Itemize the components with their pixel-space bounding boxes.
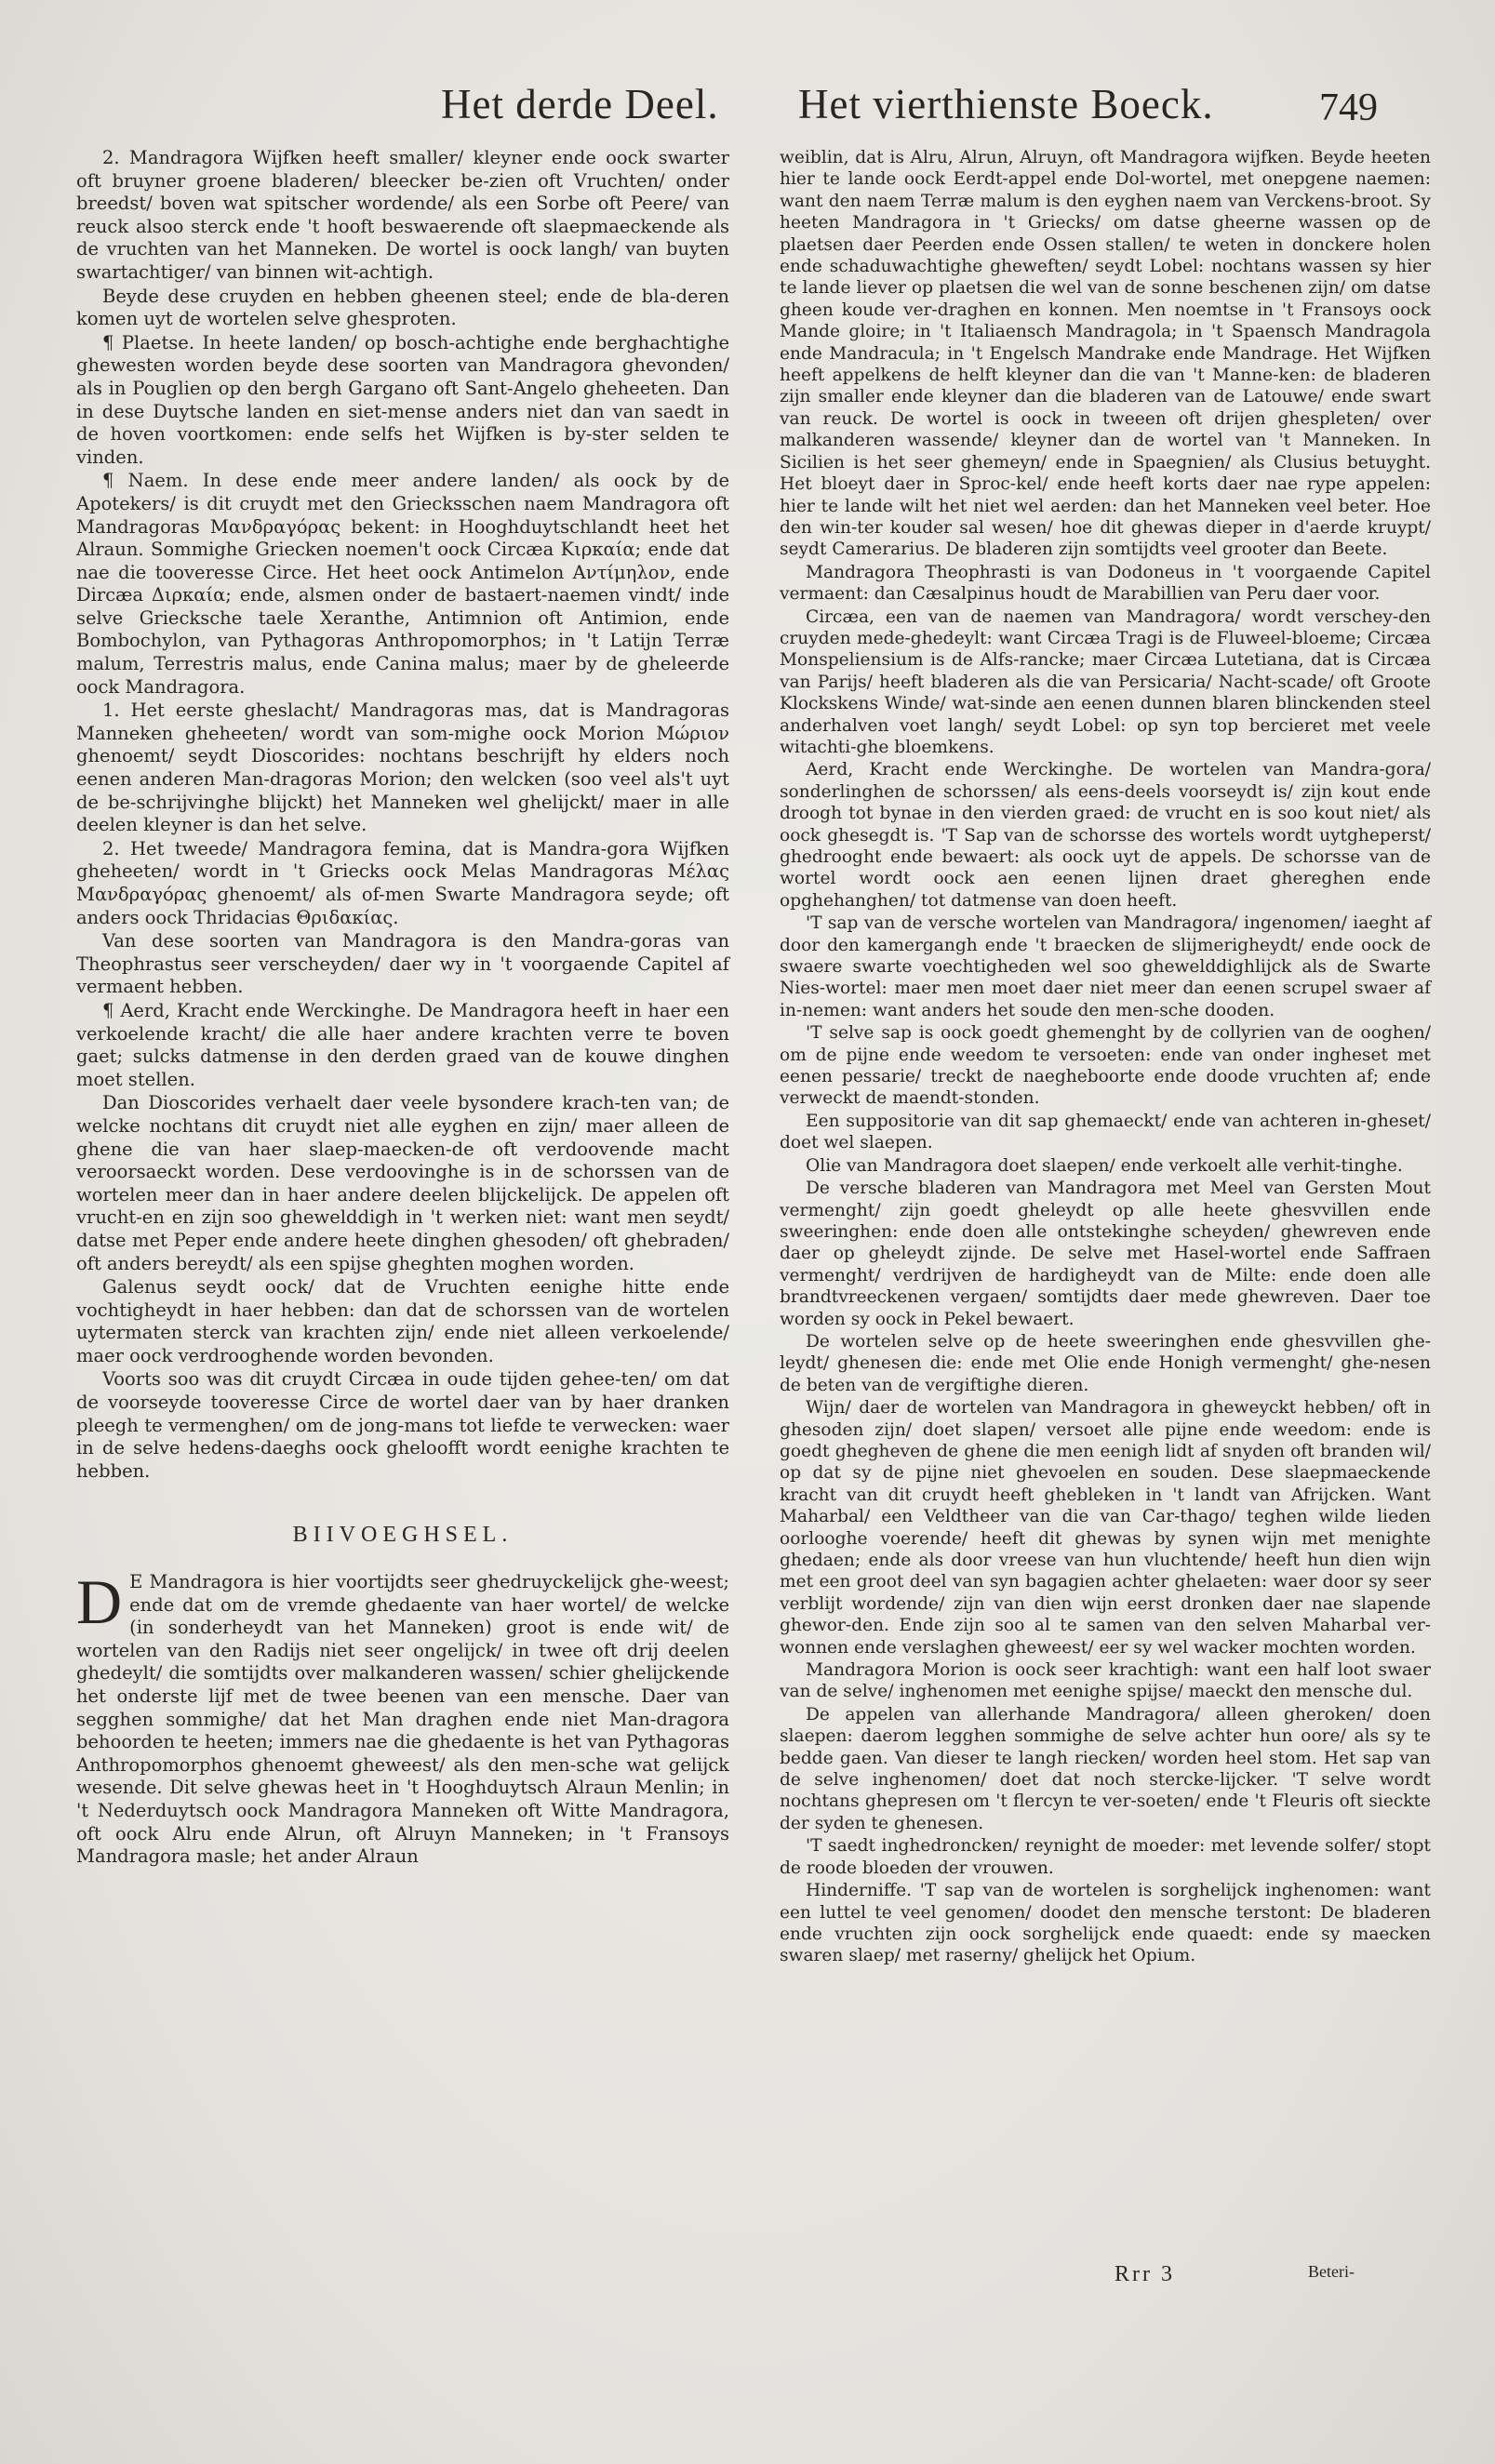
section-heading: BIIVOEGHSEL. [292, 1523, 514, 1548]
paragraph: 2. Het tweede/ Mandragora femina, dat is Mandra-gora Wijfken gheheeten/ wordt in 't Griecks oock Melas Mandragoras Μέλας Μανδραγόρας ghenoemt/ als of-men Swarte Mandragora seyde; oft anders oock Thridacias Θριδακίας. [76, 837, 729, 928]
catchword: Beteri- [1308, 2262, 1355, 2281]
paragraph: Wijn/ daer de wortelen van Mandragora in gheweyckt hebben/ oft in ghesoden zijn/ doet slapen/ versoet alle pijne ende weedom: ende is goedt ghegheven de ghene die men eenigh lidt af snyden oft branden wil/ op dat sy de pijne niet ghevoelen en souden. Dese slaepmaeckende kracht van dit cruydt heeft ghebleken in 't landt van Afrijcken. Want Maharbal/ een Veldtheer van die van Car-thago/ teghen wilde lieden oorlooghe voerende/ heeft dit ghewas by synen wijn met menighte ghedaen; ende als door vreese van hun vluchtende/ heeft hun dien wijn met een groot deel van syn bagagien achter ghelaeten: waer door sy seer verblijt wordende/ zijn van dien wijn eerst dronken daer nae slapende ghewor-den. Ende zijn soo al te samen van den selven Maharbal ver-wonnen ende verslaghen gheweest/ eer sy wel wacker mochten worden. [780, 1398, 1431, 1658]
paragraph: 1. Het eerste gheslacht/ Mandragoras mas, dat is Mandragoras Manneken gheheeten/ wordt van som-mighe oock Morion Μώριον ghenoemt/ seydt Dioscorides: nochtans beschrijft hy elders noch eenen anderen Man-dragoras Morion; den welcken (soo veel als't uyt de be-schrijvinghe blijckt) het Manneken wel ghelijckt/ maer in alle deelen kleyner is dan het selve. [76, 699, 729, 836]
addition-text: E Mandragora is hier voortijdts seer ghedruyckelijck ghe-weest; ende dat om de vremde ghedaente van haer wortel/ de welcke (in sonderheydt van het Manneken) groot is ende wit/ de wortelen van den Radijs niet seer ongelijck/ in twee oft drij deelen ghedeylt/ die somtijdts over malkanderen wassen/ schier ghelijckende het onderste lijf met de twee beenen van een mensche. Daer van segghen sommighe/ dat het Man draghen ende niet Man-dragora behoorden te heeten; immers nae die ghedaente is het van Pythagoras Anthropomorphos ghenoemt gheweest/ als den men-sche wat gelijck wesende. Dit selve ghewas heet in 't Hooghduytsch Alraun Menlin; in 't Nederduytsch oock Mandragora Manneken oft Witte Mandragora, oft oock Alru ende Alrun, oft Alruyn Manneken; in 't Fransoys Mandragora masle; het ander Alraun [76, 1571, 729, 1868]
paragraph: Van dese soorten van Mandragora is den Mandra-goras van Theophrastus seer verscheyden/ daer wy in 't voorgaende Capitel af vermaent hebben. [76, 930, 729, 998]
running-head [0, 80, 1495, 145]
paragraph: weiblin, dat is Alru, Alrun, Alruyn, oft Mandragora wijfken. Beyde heeten hier te lande oock Eerdt-appel ende Dol-wortel, met onepgene naemen: want den naem Terræ malum is den eyghen naem van Verckens-broot. Sy heeten Mandragora in 't Griecks/ om datse gheerne wassen op de plaetsen daer Peerden ende Ossen stallen/ te weten in donckere holen ende schaduwachtighe gheweften/ seydt Lobel: nochtans wassen sy hier te lande liever op plaetsen die wel van de sonne beschenen zijn/ om datse gheen koude ver-draghen en konnen. Men noemtse in 't Fransoys oock Mande gloire; in 't Italiaensch Mandragola; in 't Spaensch Mandragola ende Mandracula; in 't Engelsch Mandrake ende Mandrage. Het Wijfken heeft appelkens de helft kleyner dan die van 't Manne-ken: de bladeren zijn smaller ende kleyner dan die bladeren van de Latouwe/ ende swart van reuck. De wortel is oock in tweeen oft drijen ghespleten/ over malkanderen wassende/ kleyner dan de wortel van 't Manneken. In Sicilien is het seer ghemeyn/ ende in Spaegnien/ als Clusius betuyght. Het bloeyt daer in Sproc-kel/ ende heeft korts daer nae rype appelen: hier te lande wilt het niet wel aerden: dan het Manneken veel beter. Hoe den win-ter kouder sal wesen/ hoe dit ghewas dieper in d'aerde kruypt/ seydt Camerarius. De bladeren zijn somtijdts veel grooter dan Beete. [780, 148, 1431, 560]
paragraph: ¶ Plaetse. In heete landen/ op bosch-achtighe ende berghachtighe ghewesten worden beyde dese soorten van Mandragora ghevonden/ als in Pouglien op den bergh Gargano oft Sant-Angelo gheheeten. Dan in dese Duytsche landen en siet-mense anders niet dan van saedt in de hoven voortkomen: ende selfs het Wijfken is by-ster selden te vinden. [76, 331, 729, 468]
drop-cap: D [76, 1566, 123, 1638]
running-head-part: Het derde Deel. [441, 81, 719, 127]
paragraph: Dan Dioscorides verhaelt daer veele bysondere krach-ten van; de welcke nochtans dit cruydt niet alle eyghen en zijn/ maer alleen de ghene die van haer slaep-maecken-de oft verdoovende macht veroorsaeckt worden. Dese verdoovinghe is in de schorssen van de wortelen meer dan in haer andere deelen blijckelijck. De appelen oft vrucht-en en zijn soo ghewelddigh in 't werken niet: want men seydt/ datse met Peper ende andere heete dinghen ghesoden/ oft ghebraden/ oft anders bereydt/ als een spijse gheghten moghen worden. [76, 1092, 729, 1274]
paragraph: Circæa, een van de naemen van Mandragora/ wordt verschey-den cruyden mede-ghedeylt: want Circæa Tragi is de Fluwеel-bloeme; Circæa Monspeliensium is de Alfs-rancke; maer Circæa Lutetiana, dat is Circæa van Parijs/ heeft bladeren als die van Persicaria/ Nacht-scade/ oft Groote Klockskens Winde/ wat-sinde aen eenen dunnen blaren blinckenden steel anderhalven voet langh/ seydt Lobel: op syn top bercieret met veele witachti-ghe bloemkens. [780, 606, 1431, 757]
paragraph: 'T selve sap is oock goedt ghemenght by de collyrien van de ooghen/ om de pijne ende weedom te versoeten: ende van onder ingheset met eenen pessarie/ treckt de naegheboorte ende doode vruchten af; ende verweckt de maendt-stonden. [780, 1023, 1431, 1109]
paragraph: Voorts soo was dit cruydt Circæa in oude tijden gehee-ten/ om dat de voorseyde tooveresse Circe de wortel daer van by haer dranken pleegh te vermenghen/ om de jong-mans tot liefde te verwecken: waer in de selve hedens-daeghs oock gheloofft wordt eenighe krachten te hebben. [76, 1368, 729, 1482]
paragraph: ¶ Naem. In dese ende meer andere landen/ als oock by de Apotekers/ is dit cruydt met den Griecksschen naem Mandragora oft Mandragoras Μανδραγόρας bekent: in Hooghduytschlandt heet het Alraun. Sommighe Griecken noemen't oock Circæa Κιρκαία; ende dat nae die tooveresse Circe. Het heet oock Antimelon Αντίμηλον, ende Dircæa Διρκαία; ende, alsmen onder de bastaert-naemen vindt/ inde selve Griecksche taele Xeranthe, Antimnion oft Antimion, ende Bombochylon, van Pythagoras Anthropomorphos; in 't Latijn Terræ malum, Terrestris malus, ende Canina malus; maer by de gheleerde oock Mandragora. [76, 470, 729, 698]
paragraph: 2. Mandragora Wijfken heeft smaller/ kleyner ende oock swarter oft bruyner groene bladeren/ bleecker be-zien oft Vruchten/ onder breedst/ boven wat spitscher wordende/ als een Sorbe oft Peere/ van reuck alsoo sterck ende 't hooft beswaerende oft slaepmaeckende als de vruchten van het Manneken. De wortel is oock langh/ van buyten swartachtiger/ van binnen wit-achtigh. [76, 147, 729, 283]
paragraph: Een suppositorie van dit sap ghemaeckt/ ende van achteren in-gheset/ doet wel slaepen. [780, 1111, 1431, 1153]
paragraph: De wortelen selve op de heete sweeringhen ende ghesvvillen ghe-leydt/ ghenesen die: ende met Olie ende Honigh vermenght/ ghe-nesen de beten van de vergiftighe dieren. [780, 1331, 1431, 1395]
running-head-book: Het vierthienste Boeck. [798, 81, 1214, 127]
paragraph: 'T sap van de versche wortelen van Mandragora/ ingenomen/ iaeght af door den kamergangh ende 't braecken de slijmerigheydt/ ende oock de swaere swarte voechtigheden wel soo ghewelddighlijck als de Swarte Nies-wortel: maer men moet daer niet meer dan eenen scrupel swaer af in-nemen: want anders het soude den men-sche dooden. [780, 913, 1431, 1020]
paragraph: Mandragora Theophrasti is van Dodoneus in 't voorgaende Capitel vermaent: dan Cæsalpinus houdt de Marabillien van Peru daer voor. [780, 562, 1431, 605]
signature-mark: Rrr 3 [1115, 2262, 1175, 2286]
left-column [76, 147, 729, 1870]
paragraph: Beyde dese cruyden en hebben gheenen steel; ende de bla-deren komen uyt de wortelen selve ghesproten. [76, 285, 729, 330]
right-column [780, 147, 1431, 1968]
paragraph: Aerd, Kracht ende Werckinghe. De wortelen van Mandra-gora/ sonderlinghen de schorssen/ als eens-deels voorseydt is/ zijn kout ende droogh tot bynae in den vierden graed: de vrucht en is soo kout niet/ als oock ghesegdt is. 'T Sap van de schorsse des wortels wordt uytgheperst/ ghedrooght ende bewaert: als oock uyt de appels. De schorsse van de wortel wordt oock aen eenen lijnen draet ghereghen ende opghehanghen/ tot datmense van doen heeft. [780, 760, 1431, 911]
paragraph: Olie van Mandragora doet slaepen/ ende verkoelt alle verhit-tinghe. [806, 1155, 1403, 1176]
paragraph: Galenus seydt oock/ dat de Vruchten eenighe hitte ende vochtigheydt in haer hebben: dan dat de schorssen van de wortelen uytermaten sterck van krachten zijn/ ende niet alleen verkoelende/ maer oock verdrooghende worden bevonden. [76, 1276, 729, 1366]
paragraph: ¶ Aerd, Kracht ende Werckinghe. De Mandragora heeft in haer een verkoelende kracht/ die alle haer andere krachten verre te boven gaet; sulcks datmense in den derden graed van de kouwe dinghen moet stellen. [76, 999, 729, 1090]
paragraph: De versche bladeren van Mandragora met Meel van Gersten Mout vermenght/ zijn goedt gheleydt op alle heete ghesvvillen ende sweeringhen: ende doen alle ontstekinghe scheyden/ ghewreven ende daer op gheleydt zijnde. De selve met Hasel-wortel ende Saffraen vermenght/ verdrijven de hardigheydt van de Milte: ende doen alle brandtvreeckenen vergaen/ somtijdts daer mede ghewreven. Daer toe worden sy oock in Pekel bewaert. [780, 1179, 1431, 1329]
addition-paragraph [76, 1566, 729, 1869]
paragraph: 'T saedt inghedroncken/ reynight de moeder: met levende solfer/ stopt de roode bloeden der vrouwen. [780, 1836, 1431, 1878]
page-number: 749 [1319, 87, 1378, 129]
paragraph: Hinderniffe. 'T sap van de wortelen is sorghelijck inghenomen: want een luttel te veel genomen/ doodet den mensche terstont: De bladeren ende vruchten zijn oock sorghelijck ende quaedt: ende sy maecken swaren slaep/ met raserny/ ghelijck het Opium. [780, 1881, 1431, 1966]
paragraph: Mandragora Morion is oock seer krachtigh: want een half loot swaer van de selve/ inghenomen met eenighe spijse/ maeckt den mensche dul. [780, 1660, 1431, 1702]
paragraph: De appelen van allerhande Mandragora/ alleen gheroken/ doen slaepen: daerom legghen sommighe de selve achter hun oore/ als sy te bedde gaen. Van dieser te langh riecken/ worden heel stom. Het sap van de selve inghenomen/ doet dat noch stercke-lijcker. 'T selve wordt nochtans ghepresen om 't flercyn te ver-soeten/ ende 't Fleuris oft sieckte der syden te ghenesen. [780, 1704, 1431, 1833]
